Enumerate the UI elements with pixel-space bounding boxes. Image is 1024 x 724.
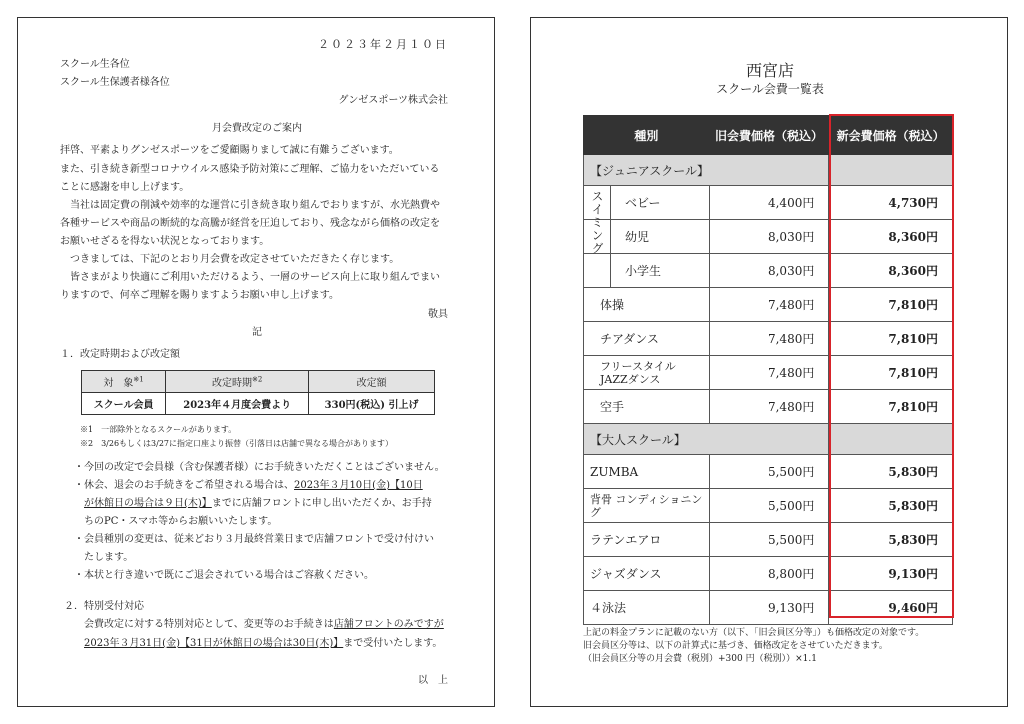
section-label-adult: 【大人スクール】 <box>584 424 829 455</box>
table-row <box>584 356 953 390</box>
bullet-item: ・休会、退会のお手続きをご希望される場合は、2023年３月10日(金)【10日 <box>74 480 423 491</box>
row-name: 空手 <box>584 390 710 424</box>
row-new-price: 8,360円 <box>829 254 953 288</box>
footer-note-2: 旧会員区分等は、以下の計算式に基づき、価格改定をさせていただきます。 <box>583 641 888 651</box>
bullet-item: ・今回の改定で会員様（含む保護者様）にお手続きいただくことはございません。 <box>74 462 445 473</box>
header-target: 対 象$^{※1}$ <box>82 371 166 393</box>
header-revision-date: 改定時期$^{※2}$ <box>166 371 309 393</box>
fee-table <box>583 115 953 625</box>
section-2-body: 会費改定に対する特別対応として、変更等のお手続きは店舗フロントのみですが <box>84 619 444 630</box>
bullet-item: ・本状と行き違いで既にご退会されている場合はご容赦ください。 <box>74 570 374 581</box>
store-name: 西宮店 <box>745 61 794 80</box>
section-label-junior: 【ジュニアスクール】 <box>584 155 829 186</box>
header-revision-amount: 改定額 <box>309 371 435 393</box>
recipient-line-2: スクール生保護者様各位 <box>60 77 170 88</box>
section-row-junior <box>584 155 953 186</box>
closing-word: 敬具 <box>428 309 448 320</box>
row-old-price: 8,800円 <box>709 557 829 591</box>
row-old-price: 7,480円 <box>709 322 829 356</box>
table-row <box>584 557 953 591</box>
row-name: ベビー <box>610 186 661 219</box>
body-line: また、引き続き新型コロナウイルス感染予防対策にご理解、ご協力をいただいている <box>60 164 440 175</box>
row-old-price: 7,480円 <box>709 390 829 424</box>
letter-title: 月会費改定のご案内 <box>212 123 302 134</box>
table-row <box>584 591 953 625</box>
row-old-price: 5,500円 <box>709 455 829 489</box>
row-name: ZUMBA <box>584 455 710 489</box>
ki-heading: 記 <box>252 327 262 338</box>
row-name: ジャズダンス <box>584 557 710 591</box>
bullet-item-cont: ちのPC・スマホ等からお願いいたします。 <box>84 516 278 527</box>
body-line: 当社は固定費の削減や効率的な運営に引き続き取り組んでおりますが、水光熱費や <box>60 200 440 211</box>
row-name: チアダンス <box>584 322 710 356</box>
table-row <box>584 455 953 489</box>
row-old-price: 9,130円 <box>709 591 829 625</box>
header-new-price: 新会費価格（税込） <box>829 116 953 155</box>
body-line: 皆さまがより快適にご利用いただけるよう、一層のサービス向上に取り組んでまい <box>60 272 440 283</box>
end-mark: 以 上 <box>418 675 448 686</box>
section-1-heading: １．改定時期および改定額 <box>60 349 180 360</box>
footnote-1: ※1 一部除外となるスクールがあります。 <box>80 425 237 434</box>
row-new-price: 9,130円 <box>829 557 953 591</box>
body-line: ことに感謝を申し上げます。 <box>60 182 190 193</box>
body-line: りますので、何卒ご理解を賜りますようお願い申し上げます。 <box>60 290 339 301</box>
table-row <box>584 186 953 220</box>
body-line: 拝啓、平素よりグンゼスポーツをご愛顧賜りまして誠に有難うございます。 <box>60 145 399 156</box>
bullet-item-cont: が休館日の場合は９日(木)】までに店舗フロントに申し出いただくか、お手持 <box>84 498 432 509</box>
header-category: 種別 <box>584 116 710 155</box>
row-new-price: 5,830円 <box>829 455 953 489</box>
cell-revision-date: 2023年４月度会費より <box>166 393 309 415</box>
cell-target: スクール会員 <box>82 393 166 415</box>
section-2-body: 2023年３月31日(金)【31日が休館日の場合は30日(木)】まで受付いたします。 <box>84 638 443 649</box>
row-old-price: 4,400円 <box>709 186 829 220</box>
fee-list-page <box>530 17 1008 707</box>
row-old-price: 8,030円 <box>709 254 829 288</box>
footer-note-1: 上記の料金プランに記載のない方（以下、「旧会員区分等」）も価格改定の対象です。 <box>583 628 925 638</box>
recipient-line-1: スクール生各位 <box>60 59 130 70</box>
row-new-price: 5,830円 <box>829 489 953 523</box>
row-name: 幼児 <box>610 220 649 253</box>
footer-note-3: （旧会員区分等の月会費（税別）+300 円（税別））×1.1 <box>583 654 817 664</box>
row-new-price: 7,810円 <box>829 322 953 356</box>
row-old-price: 8,030円 <box>709 220 829 254</box>
revision-table <box>81 370 435 415</box>
row-new-price: 7,810円 <box>829 288 953 322</box>
row-name: 小学生 <box>610 254 661 287</box>
bullet-item: ・会員種別の変更は、従来どおり３月最終営業日まで店舗フロントで受け付けい <box>74 534 434 545</box>
table-row <box>584 523 953 557</box>
row-new-price: 9,460円 <box>829 591 953 625</box>
row-old-price: 5,500円 <box>709 523 829 557</box>
row-name: ４泳法 <box>584 591 710 625</box>
row-new-price: 7,810円 <box>829 390 953 424</box>
header-old-price: 旧会費価格（税込） <box>709 116 829 155</box>
body-line: 各種サービスや商品の断続的な高騰が経営を圧迫しており、残念ながら価格の改定を <box>60 218 440 229</box>
section-row-adult <box>584 424 953 455</box>
body-line: つきましては、下記のとおり月会費を改定させていただきたく存じます。 <box>60 254 400 265</box>
row-old-price: 7,480円 <box>709 356 829 390</box>
row-new-price: 4,730円 <box>829 186 953 220</box>
row-name: フリースタイル JAZZダンス <box>584 356 710 390</box>
section-2-heading: ２．特別受付対応 <box>64 601 144 612</box>
footnote-2: ※2 3/26もしくは3/27に指定口座より振替（引落日は店舗で異なる場合があります） <box>80 439 394 448</box>
table-row <box>584 254 953 288</box>
row-name: 背骨 コンディショニング <box>584 489 710 523</box>
row-name: ラテンエアロ <box>584 523 710 557</box>
table-row <box>584 322 953 356</box>
table-row <box>584 390 953 424</box>
row-new-price: 8,360円 <box>829 220 953 254</box>
cell-revision-amount: 330円(税込) 引上げ <box>309 393 435 415</box>
letter-date: ２０２３年２月１０日 <box>318 38 448 51</box>
row-old-price: 7,480円 <box>709 288 829 322</box>
fee-list-title: スクール会費一覧表 <box>716 82 824 96</box>
notice-letter-page <box>17 17 495 707</box>
row-old-price: 5,500円 <box>709 489 829 523</box>
table-row <box>584 288 953 322</box>
table-header-row <box>584 116 953 155</box>
table-row <box>584 220 953 254</box>
sender-name: グンゼスポーツ株式会社 <box>338 95 448 106</box>
row-new-price: 5,830円 <box>829 523 953 557</box>
body-line: お願いせざるを得ない状況となっております。 <box>60 236 270 247</box>
bullet-item-cont: たします。 <box>84 552 134 563</box>
row-name: 体操 <box>584 288 710 322</box>
row-new-price: 7,810円 <box>829 356 953 390</box>
swimming-group-label: スイミング <box>590 190 604 255</box>
table-row <box>584 489 953 523</box>
